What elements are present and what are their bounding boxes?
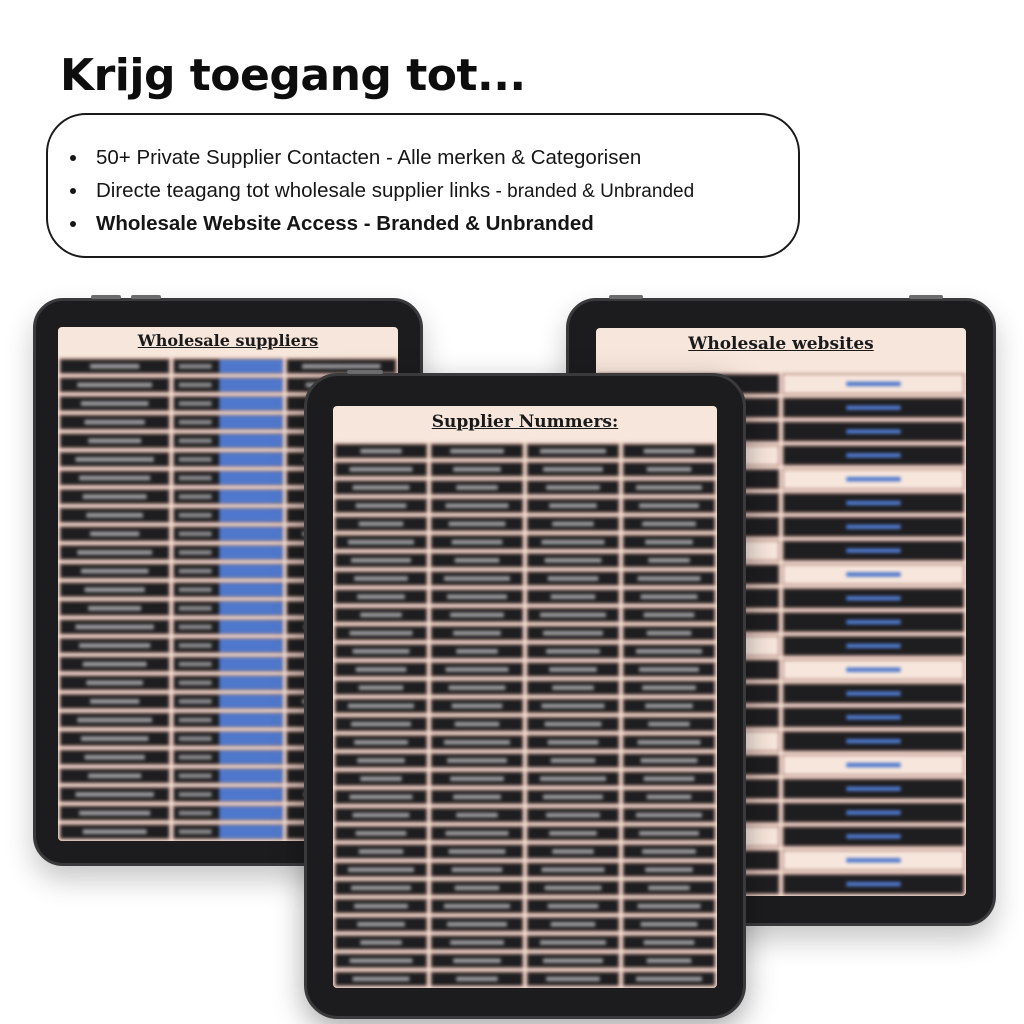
screen-title: Wholesale websites bbox=[688, 334, 874, 354]
tablet-button bbox=[347, 370, 383, 374]
tablet-screen bbox=[333, 406, 717, 988]
screen-title: Supplier Nummers: bbox=[431, 412, 619, 432]
blurred-numbers-table bbox=[333, 442, 717, 988]
features-list bbox=[70, 141, 694, 240]
tablet-button bbox=[609, 295, 643, 299]
tablet-button bbox=[91, 295, 121, 299]
features-box bbox=[46, 113, 800, 258]
feature-item-links: Directe teagang tot wholesale supplier links - branded & Unbranded bbox=[70, 174, 694, 207]
tablet-supplier-numbers bbox=[304, 373, 746, 1019]
feature-item-contacts: 50+ Private Supplier Contacten - Alle merken & Categorisen bbox=[70, 141, 694, 174]
headline: Krijg toegang tot... bbox=[60, 50, 526, 101]
tablet-button bbox=[131, 295, 161, 299]
feature-item-websites: Wholesale Website Access - Branded & Unbranded bbox=[70, 207, 694, 240]
tablet-button bbox=[909, 295, 943, 299]
screen-title: Wholesale suppliers bbox=[137, 331, 319, 350]
